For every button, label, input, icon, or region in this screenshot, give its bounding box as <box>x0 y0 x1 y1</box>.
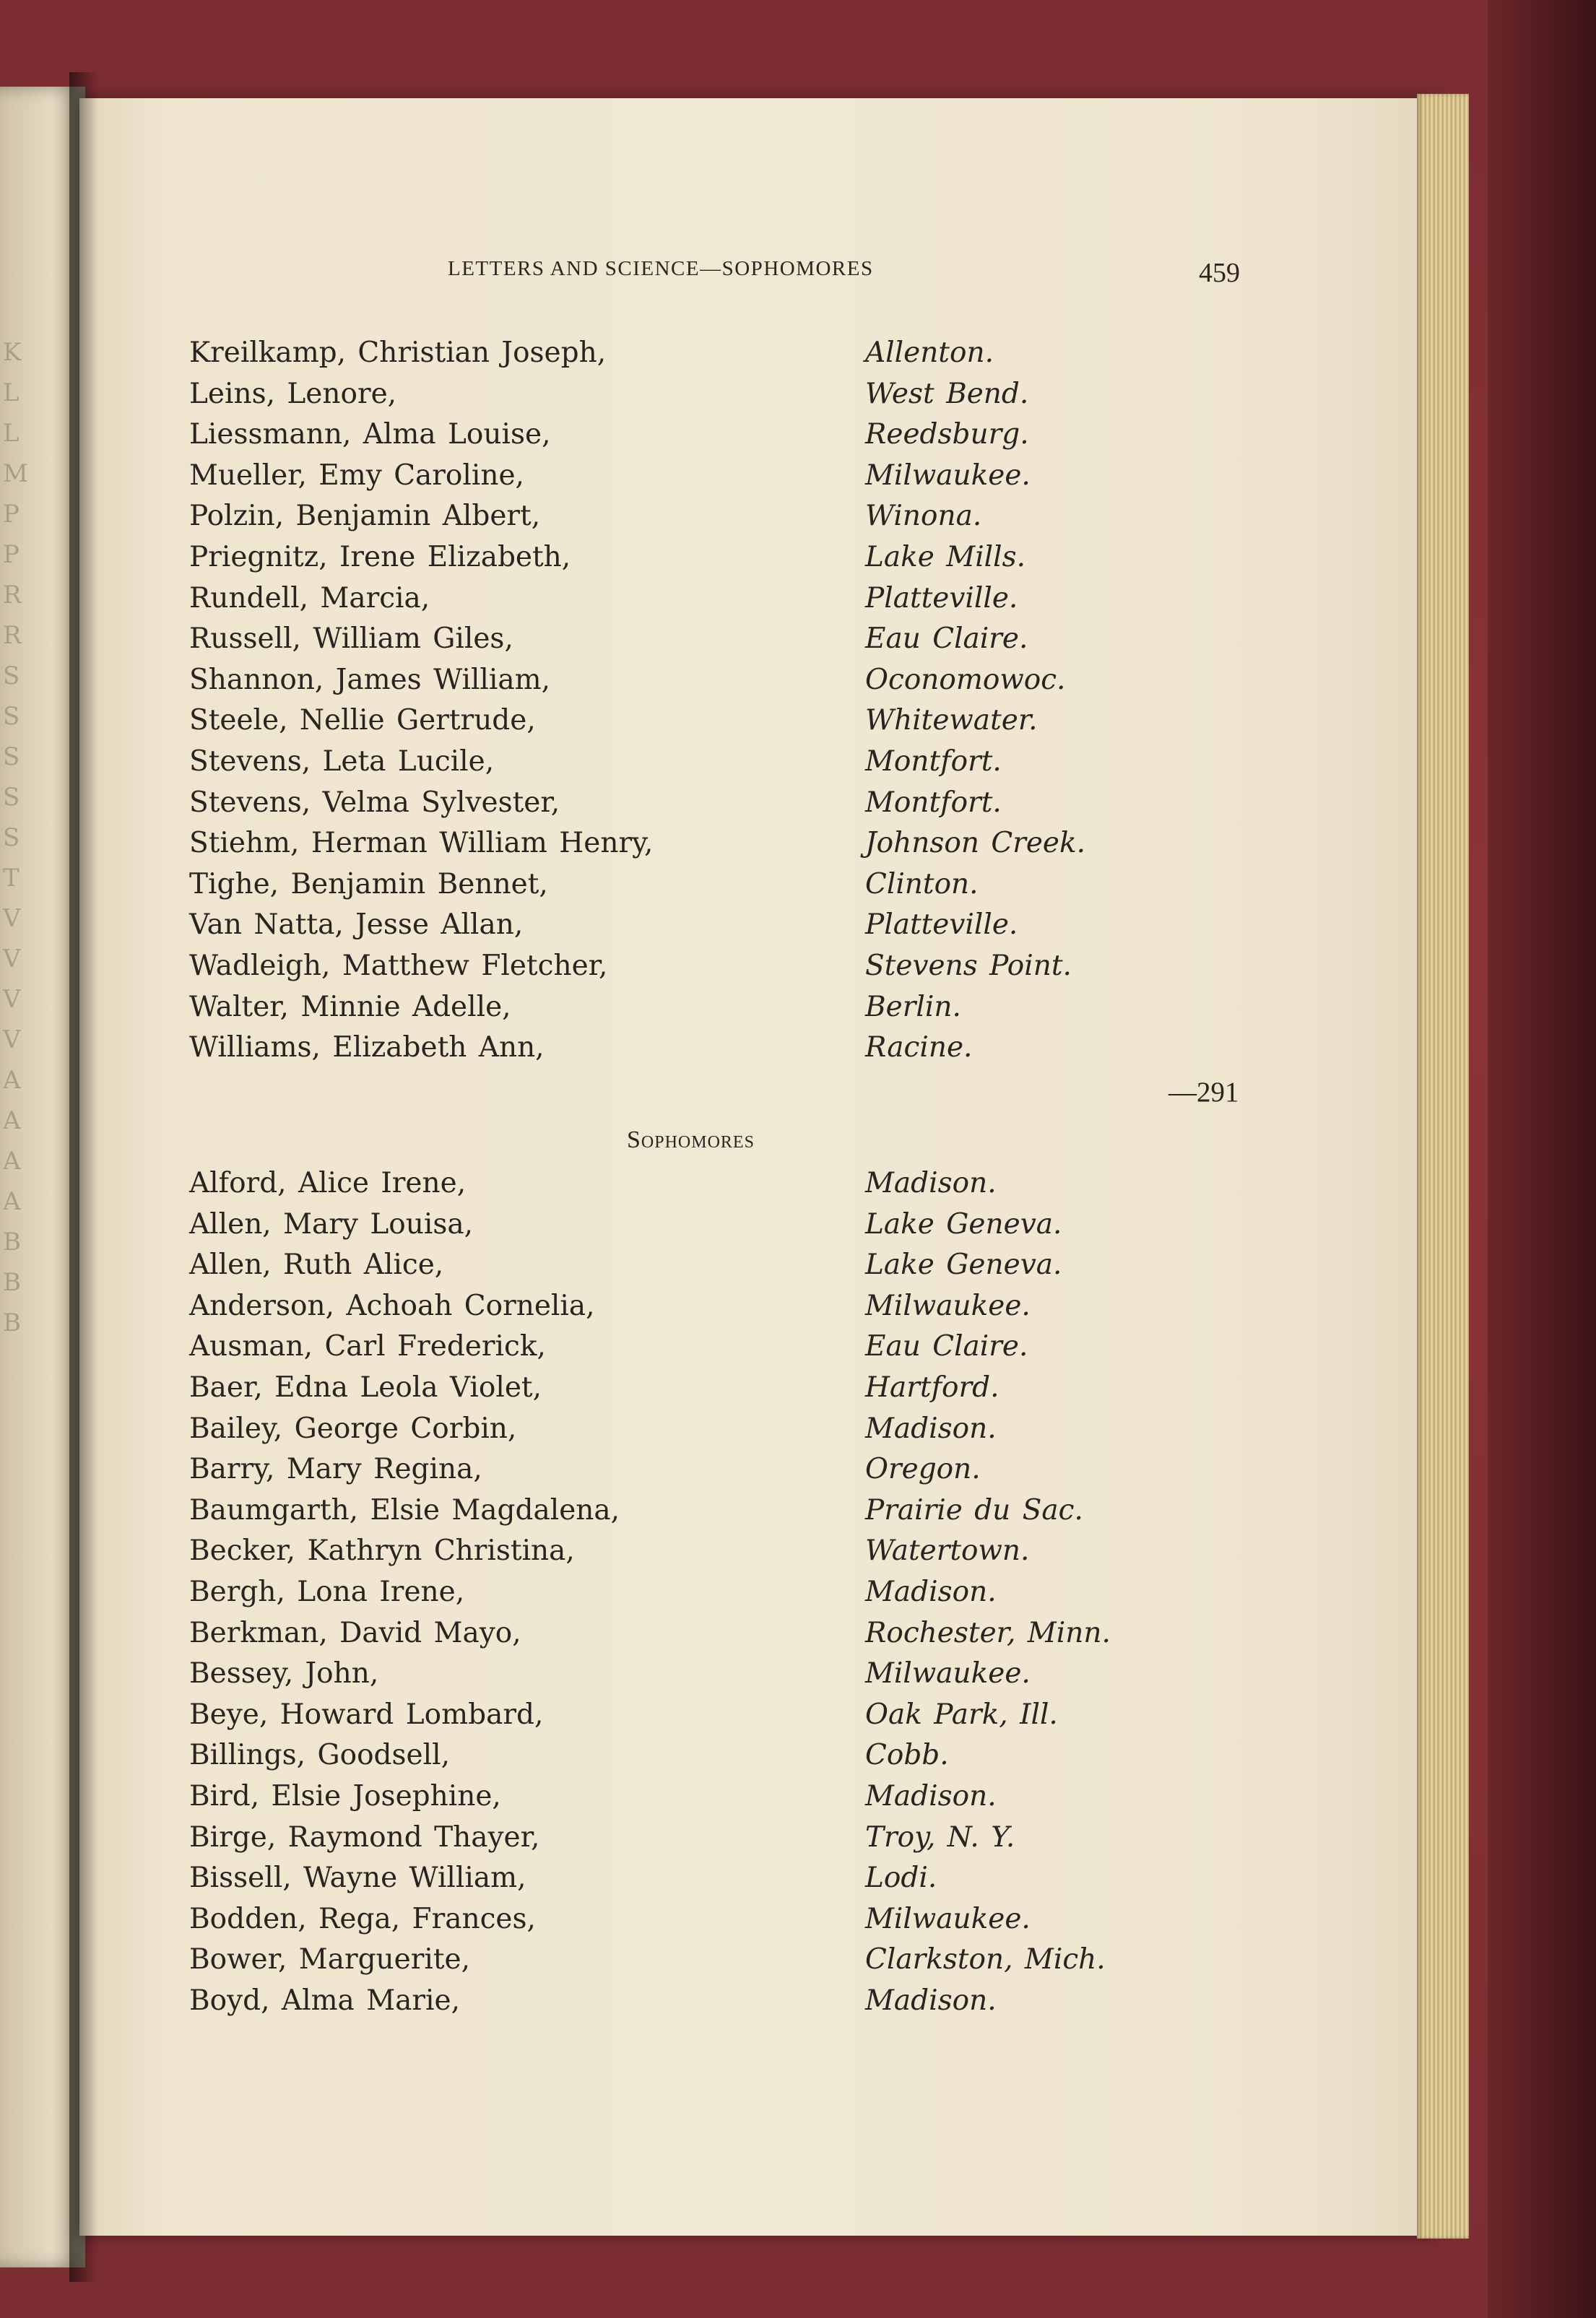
student-hometown: Watertown. <box>865 1535 1030 1568</box>
student-hometown: Oconomowoc. <box>865 663 1066 696</box>
student-hometown: Platteville. <box>865 581 1018 615</box>
student-name: Anderson, Achoah Cornelia, <box>189 1289 595 1322</box>
student-name: Mueller, Emy Caroline, <box>189 459 524 492</box>
student-hometown: Platteville. <box>865 908 1018 942</box>
student-hometown: Lake Mills. <box>865 541 1026 573</box>
student-name: Boyd, Alma Marie, <box>189 1984 460 2017</box>
student-name: Allen, Ruth Alice, <box>189 1249 444 1282</box>
student-hometown: Berlin. <box>865 990 961 1023</box>
student-hometown: Eau Claire. <box>865 1330 1028 1363</box>
gutter-shadow <box>69 72 98 2282</box>
left-page-letter: S <box>3 742 20 771</box>
left-page-letter: V <box>3 985 21 1014</box>
left-page-letter: P <box>3 540 19 569</box>
student-hometown: Milwaukee. <box>865 1657 1031 1690</box>
student-name: Stevens, Velma Sylvester, <box>189 786 560 819</box>
left-page-letter: P <box>3 500 19 529</box>
student-hometown: Clarkston, Mich. <box>865 1943 1106 1976</box>
student-name: Bessey, John, <box>189 1657 379 1690</box>
left-page-letter: L <box>3 378 19 407</box>
student-name: Becker, Kathryn Christina, <box>189 1535 575 1568</box>
student-name: Polzin, Benjamin Albert, <box>189 500 541 533</box>
left-page-letter: A <box>3 1187 21 1216</box>
student-hometown: Lodi. <box>865 1862 937 1895</box>
left-page-letter: A <box>3 1106 21 1135</box>
student-hometown: West Bend. <box>865 377 1029 410</box>
left-page-letter: B <box>3 1228 21 1256</box>
student-hometown: Milwaukee. <box>865 459 1031 492</box>
student-name: Bailey, George Corbin, <box>189 1412 517 1445</box>
page-edges <box>1417 94 1469 2239</box>
student-hometown: Stevens Point. <box>865 950 1072 982</box>
student-hometown: Troy, N. Y. <box>865 1820 1015 1854</box>
student-hometown: Madison. <box>865 1576 997 1608</box>
total-count: —291 <box>1168 1077 1239 1108</box>
student-name: Ausman, Carl Frederick, <box>189 1330 546 1363</box>
student-name: Kreilkamp, Christian Joseph, <box>189 337 607 369</box>
student-name: Van Natta, Jesse Allan, <box>189 908 524 942</box>
left-page-letter: T <box>3 864 19 893</box>
student-hometown: Madison. <box>865 1780 997 1813</box>
student-name: Birge, Raymond Thayer, <box>189 1820 540 1854</box>
left-page-letter: B <box>3 1268 21 1297</box>
left-page-letter: V <box>3 1025 21 1054</box>
left-page-letter: K <box>3 338 22 367</box>
left-page-letter: R <box>3 581 22 609</box>
left-page-letter: R <box>3 621 22 650</box>
left-page-letter: M <box>3 459 28 488</box>
left-page-letter: B <box>3 1308 21 1337</box>
student-name: Russell, William Giles, <box>189 622 513 656</box>
student-hometown: Montfort. <box>865 745 1002 778</box>
student-name: Tighe, Benjamin Bennet, <box>189 867 548 900</box>
student-hometown: Milwaukee. <box>865 1289 1031 1322</box>
student-hometown: Hartford. <box>865 1371 999 1404</box>
student-name: Bodden, Rega, Frances, <box>189 1902 536 1935</box>
student-hometown: Johnson Creek. <box>865 827 1086 860</box>
cover-edge <box>1488 0 1596 2318</box>
left-page-letter: V <box>3 945 21 973</box>
student-name: Alford, Alice Irene, <box>189 1167 467 1199</box>
student-hometown: Prairie du Sac. <box>865 1493 1083 1527</box>
student-name: Berkman, David Mayo, <box>189 1616 521 1649</box>
student-name: Walter, Minnie Adelle, <box>189 990 511 1023</box>
student-hometown: Oak Park, Ill. <box>865 1698 1058 1731</box>
student-hometown: Milwaukee. <box>865 1902 1031 1935</box>
student-hometown: Clinton. <box>865 867 979 900</box>
student-name: Bower, Marguerite, <box>189 1943 471 1976</box>
student-hometown: Madison. <box>865 1984 997 2017</box>
student-hometown: Eau Claire. <box>865 622 1028 656</box>
student-name: Wadleigh, Matthew Fletcher, <box>189 950 608 982</box>
student-hometown: Lake Geneva. <box>865 1207 1062 1241</box>
student-name: Rundell, Marcia, <box>189 581 430 615</box>
student-name: Shannon, James William, <box>189 663 550 696</box>
left-page-letter: A <box>3 1066 21 1095</box>
student-name: Steele, Nellie Gertrude, <box>189 704 536 737</box>
student-name: Priegnitz, Irene Elizabeth, <box>189 541 571 573</box>
student-hometown: Allenton. <box>865 337 994 369</box>
student-name: Bergh, Lona Irene, <box>189 1576 465 1608</box>
left-page-letter: S <box>3 702 20 731</box>
student-name: Baumgarth, Elsie Magdalena, <box>189 1493 620 1527</box>
student-name: Billings, Goodsell, <box>189 1739 450 1772</box>
student-name: Bissell, Wayne William, <box>189 1862 526 1895</box>
student-name: Beye, Howard Lombard, <box>189 1698 544 1731</box>
left-page-letter: V <box>3 904 21 933</box>
student-hometown: Racine. <box>865 1031 973 1064</box>
student-name: Bird, Elsie Josephine, <box>189 1780 501 1813</box>
student-hometown: Madison. <box>865 1412 997 1445</box>
student-name: Stevens, Leta Lucile, <box>189 745 495 778</box>
student-hometown: Madison. <box>865 1167 997 1199</box>
student-hometown: Montfort. <box>865 786 1002 819</box>
left-page-letter: L <box>3 419 19 448</box>
left-page-letter: S <box>3 783 20 812</box>
student-name: Liessmann, Alma Louise, <box>189 418 551 451</box>
left-page-letter: S <box>3 823 20 852</box>
student-name: Leins, Lenore, <box>189 377 397 410</box>
student-name: Allen, Mary Louisa, <box>189 1207 473 1241</box>
student-name: Baer, Edna Leola Violet, <box>189 1371 542 1404</box>
left-page-letter: A <box>3 1147 21 1176</box>
student-name: Williams, Elizabeth Ann, <box>189 1031 545 1064</box>
student-hometown: Lake Geneva. <box>865 1249 1062 1282</box>
student-name: Stiehm, Herman William Henry, <box>189 827 654 860</box>
student-hometown: Oregon. <box>865 1453 981 1486</box>
student-name: Barry, Mary Regina, <box>189 1453 482 1486</box>
left-page-letter: S <box>3 661 20 690</box>
student-hometown: Reedsburg. <box>865 418 1029 451</box>
student-hometown: Winona. <box>865 500 982 533</box>
running-head: LETTERS AND SCIENCE—SOPHOMORES <box>448 257 874 280</box>
section-heading: Sophomores <box>627 1127 755 1153</box>
page-number: 459 <box>1199 258 1240 288</box>
student-hometown: Cobb. <box>865 1739 949 1772</box>
student-hometown: Rochester, Minn. <box>865 1616 1111 1649</box>
student-hometown: Whitewater. <box>865 704 1038 737</box>
